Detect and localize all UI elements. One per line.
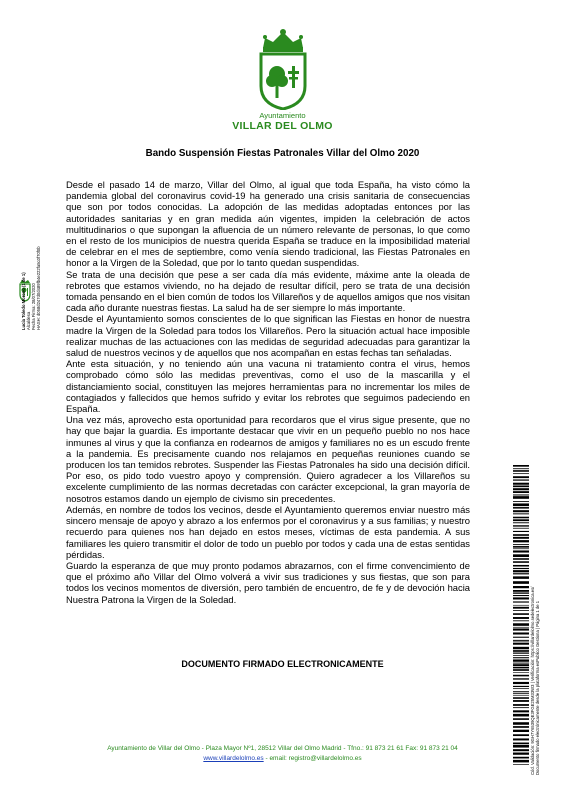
logo-text-ayuntamiento: Ayuntamiento [259, 111, 306, 120]
barcode-bar [513, 745, 529, 748]
barcode-bar [513, 546, 529, 548]
barcode-bar [513, 550, 529, 552]
paragraph: Se trata de una decisión que pese a ser cada día más evidente, máxime ante la oleada de rebrotes que estamos viviendo, no ha dejado de resultar difícil, pero se trata de una decisión tomada pensando en el bien común de todos los Villareños y de aquellos amigos que nos visitan cada año durante nuestras fiestas. La salud ha de ser siempre lo más importante. [66, 268, 470, 314]
barcode-bar [513, 693, 529, 694]
barcode-bar [513, 664, 529, 666]
barcode-bar [513, 688, 529, 689]
paragraph: Además, en nombre de todos los vecinos, desde el Ayuntamiento queremos enviar nuestro más sincero mensaje de apoyo y abrazo a los enfermos por el coronavirus y a sus familias; y nuestro recuerdo para quienes nos han dejado en estos meses, víctimas de esta pandemia. A sus familiares les quiero transmitir el dolor de todo un pueblo por todos y cada una de estas sentidas pérdidas. [66, 503, 470, 560]
barcode-bar [513, 494, 529, 495]
barcode-bar [513, 675, 529, 677]
barcode-bar [513, 704, 529, 706]
barcode-bar [513, 718, 529, 720]
barcode-bar [513, 697, 529, 699]
barcode-bar [513, 558, 529, 560]
barcode-bar [513, 655, 529, 656]
barcode-bar [513, 507, 529, 509]
verification-code: Cód. Validación: 9GH7Y6539QE3FGE25M33W3 | Verificación: https://villardelolmo.sedelectronica.es/ [530, 586, 535, 775]
barcode-bar [513, 617, 529, 619]
municipal-crest [0, 26, 565, 110]
barcode-bar [513, 568, 529, 569]
barcode-bar [513, 517, 529, 519]
barcode-bar [513, 700, 529, 702]
barcode-bar [513, 605, 529, 606]
crest-shield-icon [253, 26, 313, 110]
barcode-bar [513, 686, 529, 687]
barcode-bar [513, 540, 529, 542]
barcode-bar [513, 757, 529, 759]
barcode-bar [513, 531, 529, 532]
footer-contact [0, 755, 565, 762]
barcode-bar [513, 669, 529, 671]
barcode-bar [513, 667, 529, 668]
barcode-bar [513, 613, 529, 615]
barcode-bar [513, 663, 529, 664]
barcode-bar [513, 496, 529, 499]
barcode-bar [513, 554, 529, 557]
barcode-bar [513, 528, 529, 529]
barcode-bar [513, 479, 529, 480]
footer-separator: - [263, 755, 270, 762]
barcode-bar [513, 734, 529, 736]
barcode-bar [513, 653, 529, 654]
document-title: Bando Suspensión Fiestas Patronales Villar del Olmo 2020 [145, 148, 420, 159]
signer-role: Alcaldesa [25, 311, 31, 330]
barcode-bar [513, 525, 529, 526]
verification-barcode [513, 465, 529, 765]
barcode-bar [513, 730, 529, 732]
barcode-bar [513, 534, 529, 536]
barcode-bar [513, 510, 529, 512]
barcode-bar [513, 607, 529, 609]
barcode-bar [513, 647, 529, 649]
barcode-bar [513, 576, 529, 578]
barcode-bar [513, 548, 529, 549]
footer-address: Ayuntamiento de Villar del Olmo - Plaza Mayor Nº1, 28512 Villar del Olmo Madrid - Tfno.: 91 873 21 61 Fax: 91 873 21 04 [107, 745, 458, 752]
paragraph: Una vez más, aprovecho esta oportunidad para recordaros que el virus sigue presente, que no hay que bajar la guardia. Es importante destacar que vivir en un pequeño pueblo no nos hace inmunes al virus y que la confianza en rodearnos de amigos y familiares no es un escudo frente a la pandemia. Es precisamente cuando nos relajamos en pequeñas reuniones cuando se producen los tan temidos rebrotes. Suspender las Fiestas Patronales ha sido una decisión difícil. Por eso, os pido todo vuestro apoyo y comprensión. Quiero agradecer a los Villareños su excelente cumplimiento de las normas decretadas con carácter excepcional, la gran mayoría de nosotros estamos dando un ejemplo de civismo sin precedentes. [66, 414, 470, 504]
signed-electronically-label: DOCUMENTO FIRMADO ELECTRONICAMENTE [181, 659, 384, 669]
barcode-bar [513, 643, 529, 645]
paragraph: Ante esta situación, y no teniendo aún una vacuna ni tratamiento contra el virus, hemos comprobado cómo sólo las medidas preventivas, como el uso de la mascarilla y el distanciamiento social, constituyen las mejores herramientas para no incrementar los miles de contagiados y fallecidos que hemos sufrido y evitar los rebrotes que seguimos padeciendo en España. [66, 358, 470, 415]
barcode-bar [513, 470, 529, 472]
barcode-bar [513, 760, 529, 763]
logo-text-town-name: VILLAR DEL OLMO [232, 120, 333, 132]
barcode-bar [513, 485, 529, 487]
barcode-bar [513, 522, 529, 523]
barcode-bar [513, 468, 529, 469]
barcode-bar [513, 707, 529, 708]
paragraph: Desde el Ayuntamiento somos conscientes de lo que significan las Fiestas en honor de nuestra madre la Virgen de la Soledad para todos los Villareños. Pero la situación actual hace imposible realizar muchas de las actuaciones con las medidas de seguridad adecuadas para garantizar la salud de nuestros vecinos y de aquellos que nos acompañan en estas fechas tan señaladas. [66, 313, 470, 359]
barcode-bar [513, 628, 529, 630]
barcode-bar [513, 601, 529, 602]
signature-stamp [21, 246, 92, 360]
barcode-bar [513, 544, 529, 545]
barcode-bar [513, 682, 529, 684]
barcode-bar [513, 627, 529, 628]
website-link[interactable]: www.villardelolmo.es [203, 755, 264, 762]
barcode-bar [513, 738, 529, 740]
paragraph: Guardo la esperanza de que muy pronto podamos abrazarnos, con el firme convencimiento de que el próximo año Villar del Olmo volverá a vivir sus tradiciones y sus fiestas, que son para todos los vecinos momentos de diversión, pero también de encuentro, de fe y de devoción hacia Nuestra Patrona la Virgen de la Soledad. [66, 559, 470, 605]
barcode-bar [513, 537, 529, 539]
signer-name: Lucía Toledo Moreno (1 de 1) [21, 272, 26, 330]
paragraph: Desde el pasado 14 de marzo, Villar del Olmo, al igual que toda España, ha visto cómo la pandemia global del coronavirus covid-19 ha generado una crisis sanitaria de consecuencias que son por todos conocidas. La adopción de las medidas adoptadas entonces por las autoridades sanitarias y en gran medida aún vigentes, impiden la celebración de actos multitudinarios o que supongan la afluencia de un número relevante de personas, lo que como en el resto de los municipios de nuestra querida España se traduce en la imposibilidad material de celebrar en el mes de septiembre, como venía siendo tradicional, las Fiestas Patronales en honor a la Virgen de la Soledad, que por lo tanto quedan suspendidas. [66, 179, 470, 269]
barcode-bar [513, 640, 529, 641]
barcode-bar [513, 565, 529, 567]
barcode-bar [513, 491, 529, 493]
barcode-bar [513, 597, 529, 599]
barcode-bar [513, 659, 529, 661]
signature-date: Fecha Firma: 28/07/2020 [30, 283, 36, 330]
barcode-bar [513, 672, 529, 673]
footer-email: email: registro@villardelolmo.es [269, 755, 362, 762]
barcode-bar [513, 657, 529, 658]
barcode-bar [513, 573, 529, 574]
document-body [66, 179, 470, 605]
barcode-bar [513, 637, 529, 638]
barcode-bar [513, 726, 529, 728]
verification-platform: Documento firmado electrónicamente desde la plataforma esPublico Gestiona | Página 1 de 1 [535, 600, 540, 775]
barcode-bar [513, 595, 529, 596]
barcode-bar [513, 623, 529, 626]
barcode-bar [513, 678, 529, 679]
barcode-bar [513, 610, 529, 611]
barcode-bar [513, 632, 529, 634]
barcode-bar [513, 586, 529, 588]
barcode-bar [513, 473, 529, 474]
signature-hash: HASH: d058d247d0d489fb4e222fa5c0f70f0b [35, 246, 41, 330]
barcode-bar [513, 483, 529, 485]
barcode-bar [513, 590, 529, 592]
barcode-bar [513, 513, 529, 514]
barcode-bar [513, 753, 529, 755]
barcode-bar [513, 642, 529, 643]
barcode-bar [513, 570, 529, 572]
barcode-bar [513, 650, 529, 652]
barcode-bar [513, 710, 529, 712]
barcode-bar [513, 691, 529, 692]
barcode-bar [513, 620, 529, 621]
barcode-bar [513, 476, 529, 478]
barcode-bar [513, 488, 529, 490]
barcode-bar [513, 592, 529, 593]
barcode-bar [513, 503, 529, 506]
barcode-bar [513, 561, 529, 563]
barcode-bar [513, 749, 529, 751]
barcode-bar [513, 722, 529, 725]
barcode-bar [513, 465, 529, 467]
barcode-bar [513, 743, 529, 745]
barcode-bar [513, 764, 529, 765]
barcode-bar [513, 501, 529, 502]
barcode-bar [513, 519, 529, 521]
barcode-bar [513, 695, 529, 696]
barcode-bar [513, 581, 529, 584]
barcode-bar [513, 714, 529, 717]
